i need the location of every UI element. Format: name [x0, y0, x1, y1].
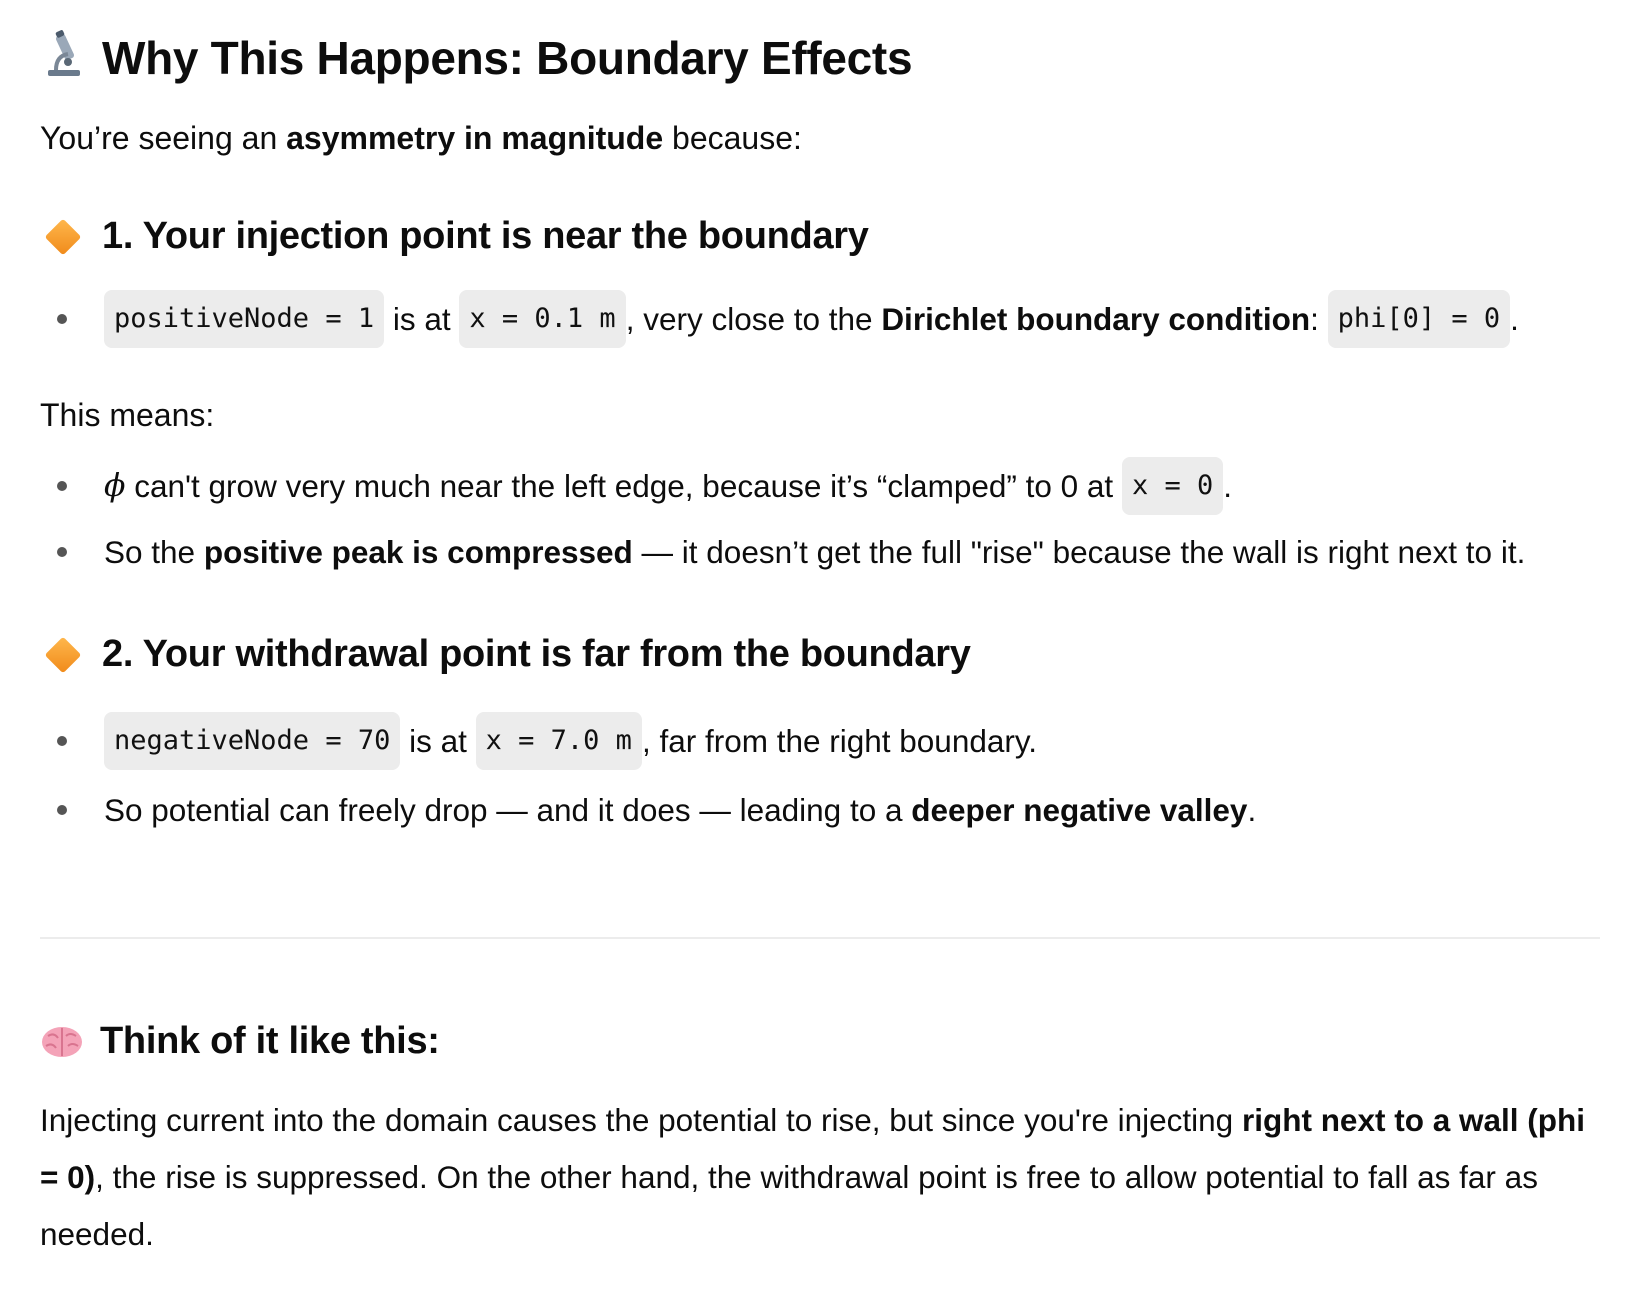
- microscope-icon: [40, 30, 88, 85]
- inline-code: positiveNode = 1: [104, 290, 384, 348]
- list-item: ϕ can't grow very much near the left edge, because it’s “clamped” to 0 at x = 0 .: [40, 457, 1232, 515]
- bullet-dot: [57, 547, 67, 557]
- list-item: positiveNode = 1 is at x = 0.1 m , very close to the Dirichlet boundary condition : phi[0] = 0 .: [40, 290, 1519, 348]
- bullet-dot: [57, 481, 67, 491]
- orange-diamond-icon: [45, 636, 82, 673]
- summary-paragraph: Injecting current into the domain causes the potential to rise, but since you're injecting right next to a wall (phi = 0), the rise is suppressed. On the other hand, the withdrawal point is free to allow potential to fall as far as needed.: [40, 1102, 1585, 1252]
- this-means-text: This means:: [40, 397, 215, 433]
- phi-symbol: ϕ: [104, 468, 126, 504]
- bullet-dot: [57, 736, 67, 746]
- page-title: [40, 30, 912, 85]
- brain-icon: [40, 1024, 84, 1060]
- inline-code: x = 0.1 m: [459, 290, 625, 348]
- orange-diamond-icon: [45, 218, 82, 255]
- list-item: So potential can freely drop — and it does — leading to a deeper negative valley .: [40, 785, 1256, 835]
- bullet-dot: [57, 805, 67, 815]
- list-item: negativeNode = 70 is at x = 7.0 m , far from the right boundary.: [40, 712, 1037, 770]
- inline-code: x = 7.0 m: [476, 712, 642, 770]
- bullet-dot: [57, 314, 67, 324]
- intro-paragraph: You’re seeing an asymmetry in magnitude because:: [40, 120, 802, 156]
- inline-code: negativeNode = 70: [104, 712, 400, 770]
- title-text: Why This Happens: Boundary Effects: [102, 31, 913, 84]
- section-3-heading: Think of it like this:: [40, 1020, 440, 1063]
- section-1-heading: 1. Your injection point is near the boundary: [40, 215, 869, 258]
- section-2-heading: 2. Your withdrawal point is far from the boundary: [40, 633, 971, 676]
- inline-code: x = 0: [1122, 457, 1223, 515]
- divider: [40, 937, 1600, 939]
- list-item: So the positive peak is compressed — it doesn’t get the full "rise" because the wall is right next to it.: [40, 527, 1525, 577]
- inline-code: phi[0] = 0: [1328, 290, 1511, 348]
